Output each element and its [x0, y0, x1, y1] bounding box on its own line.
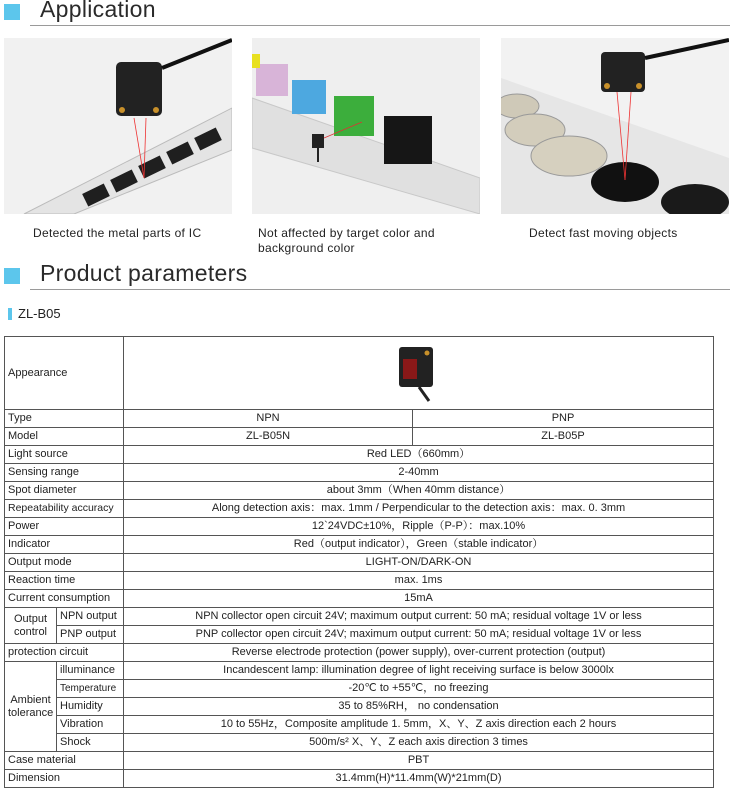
application-header	[0, 0, 734, 26]
parameters-table	[4, 336, 714, 788]
ambient-label: Ambient tolerance	[5, 662, 57, 752]
row-label: Power	[5, 518, 124, 536]
table-row	[5, 608, 714, 626]
npn-output-label: NPN output	[57, 608, 124, 626]
ambient-sub-label: illuminance	[57, 662, 124, 680]
row-value: about 3mm（When 40mm distance）	[124, 482, 714, 500]
table-row	[5, 337, 714, 410]
model-pnp: ZL-B05P	[413, 428, 714, 446]
type-npn: NPN	[124, 410, 413, 428]
caption-ic: Detected the metal parts of IC	[33, 226, 202, 240]
row-label: Indicator	[5, 536, 124, 554]
dimension-label: Dimension	[5, 770, 124, 788]
ambient-value: Incandescent lamp: illumination degree of light receiving surface is below 3000lx	[124, 662, 714, 680]
ambient-sub-label: Shock	[57, 734, 124, 752]
ambient-value: 35 to 85%RH， no condensation	[124, 698, 714, 716]
table-row	[5, 428, 714, 446]
ambient-sub-label: Vibration	[57, 716, 124, 734]
heading-marker	[8, 308, 12, 320]
table-row	[5, 770, 714, 788]
table-row	[5, 680, 714, 698]
divider	[30, 25, 730, 26]
row-label: Sensing range	[5, 464, 124, 482]
model-label: Model	[5, 428, 124, 446]
section-marker	[4, 268, 20, 284]
sensor-product-icon	[389, 341, 449, 407]
row-value: 12`24VDC±10%，Ripple（P-P）：max.10%	[124, 518, 714, 536]
application-title: Application	[40, 0, 156, 22]
row-label: Output mode	[5, 554, 124, 572]
table-row	[5, 518, 714, 536]
table-row	[5, 662, 714, 680]
table-row	[5, 734, 714, 752]
model-heading-label: ZL-B05	[18, 306, 61, 321]
table-row	[5, 644, 714, 662]
ambient-sub-label: Temperature	[57, 680, 124, 698]
appearance-image	[124, 337, 714, 410]
table-row	[5, 554, 714, 572]
section-marker	[4, 4, 20, 20]
row-label: Current consumption	[5, 590, 124, 608]
table-row	[5, 500, 714, 518]
table-row	[5, 572, 714, 590]
moving-objects-image	[501, 38, 729, 214]
model-npn: ZL-B05N	[124, 428, 413, 446]
dimension-value: 31.4mm(H)*11.4mm(W)*21mm(D)	[124, 770, 714, 788]
table-row	[5, 626, 714, 644]
color-cubes-image	[252, 38, 480, 214]
ic-detection-image	[4, 38, 232, 214]
row-value: LIGHT-ON/DARK-ON	[124, 554, 714, 572]
row-value: max. 1ms	[124, 572, 714, 590]
npn-output-value: NPN collector open circuit 24V; maximum output current: 50 mA; residual voltage 1V or less	[124, 608, 714, 626]
protection-value: Reverse electrode protection (power supply), over-current protection (output)	[124, 644, 714, 662]
ambient-value: 500m/s² X、Y、Z each axis direction 3 times	[124, 734, 714, 752]
appearance-label: Appearance	[5, 337, 124, 410]
case-material-value: PBT	[124, 752, 714, 770]
row-value: 2-40mm	[124, 464, 714, 482]
row-label: Reaction time	[5, 572, 124, 590]
table-row	[5, 464, 714, 482]
row-label: Repeatability accuracy	[5, 500, 124, 518]
row-label: Spot diameter	[5, 482, 124, 500]
table-row	[5, 752, 714, 770]
caption-color: Not affected by target color and background color	[258, 226, 435, 255]
caption-moving: Detect fast moving objects	[529, 226, 678, 240]
row-label: Light source	[5, 446, 124, 464]
pnp-output-value: PNP collector open circuit 24V; maximum output current: 50 mA; residual voltage 1V or less	[124, 626, 714, 644]
type-pnp: PNP	[413, 410, 714, 428]
table-row	[5, 590, 714, 608]
parameters-title: Product parameters	[40, 260, 248, 286]
parameters-header	[0, 260, 734, 290]
ambient-sub-label: Humidity	[57, 698, 124, 716]
table-row	[5, 446, 714, 464]
table-row	[5, 698, 714, 716]
pnp-output-label: PNP output	[57, 626, 124, 644]
table-row	[5, 716, 714, 734]
row-value: 15mA	[124, 590, 714, 608]
output-control-label: Output control	[5, 608, 57, 644]
protection-label: protection circuit	[5, 644, 124, 662]
table-row	[5, 482, 714, 500]
table-row	[5, 410, 714, 428]
type-label: Type	[5, 410, 124, 428]
row-value: Red（output indicator），Green（stable indicator）	[124, 536, 714, 554]
row-value: Red LED（660mm）	[124, 446, 714, 464]
table-row	[5, 536, 714, 554]
case-material-label: Case material	[5, 752, 124, 770]
ambient-value: 10 to 55Hz，Composite amplitude 1. 5mm，X、Y、Z axis direction each 2 hours	[124, 716, 714, 734]
ambient-value: -20℃ to +55℃，no freezing	[124, 680, 714, 698]
row-value: Along detection axis：max. 1mm / Perpendicular to the detection axis：max. 0. 3mm	[124, 500, 714, 518]
divider	[30, 289, 730, 290]
